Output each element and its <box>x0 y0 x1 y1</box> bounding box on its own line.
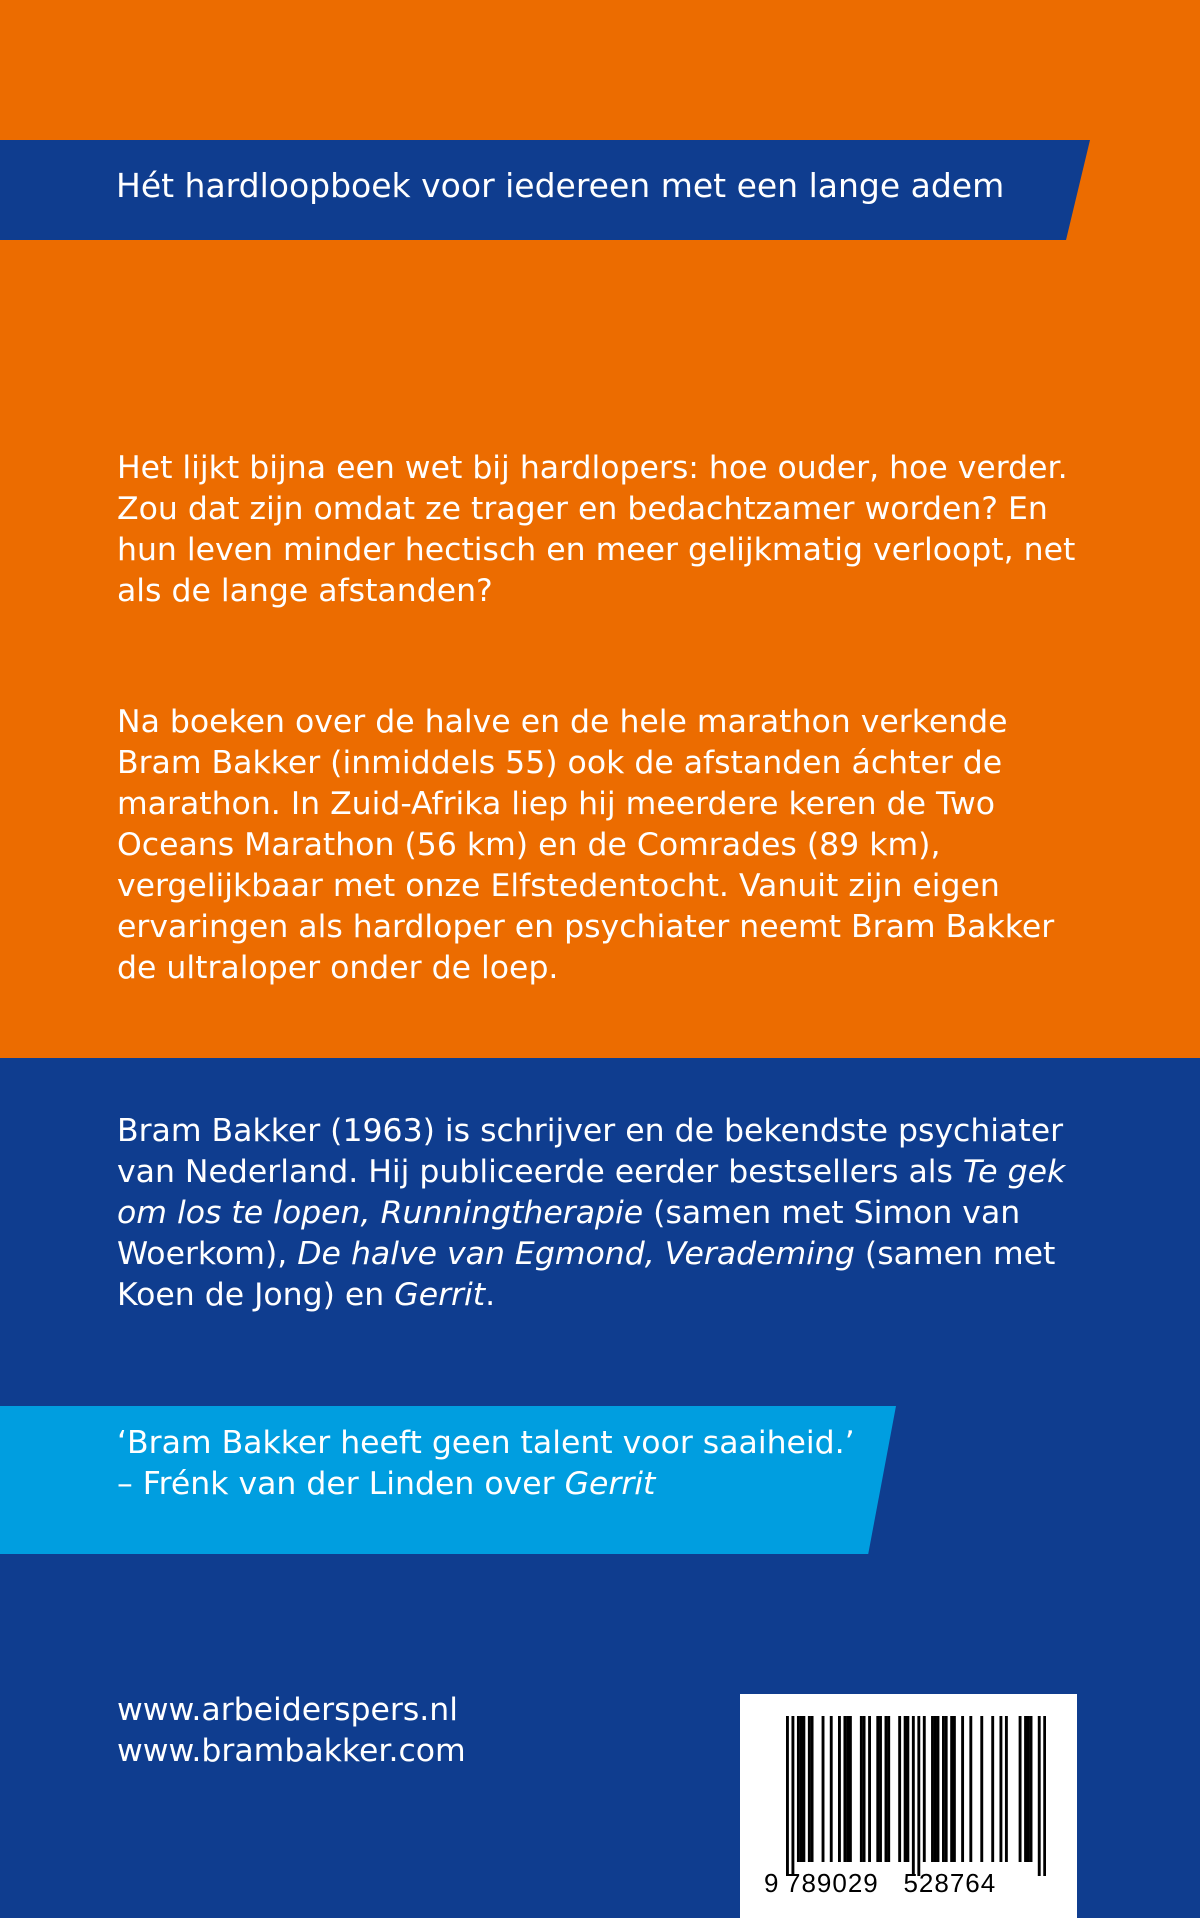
barcode-bar <box>950 1716 953 1862</box>
barcode-bar <box>846 1716 849 1862</box>
bio-title-gerrit: Gerrit <box>394 1277 486 1313</box>
barcode-bar <box>838 1716 841 1862</box>
author-bio <box>117 1111 1087 1316</box>
barcode-bar <box>1019 1716 1022 1862</box>
barcode-bar <box>898 1716 901 1862</box>
bio-title-verademing: Verademing <box>664 1236 855 1272</box>
blurb-block-2 <box>117 702 1087 989</box>
bio-coauthor-1: (samen met Simon van Woerkom), <box>117 1195 1021 1272</box>
website-list <box>117 1690 617 1772</box>
barcode-bar <box>822 1716 825 1862</box>
attribution-title: Gerrit <box>564 1466 656 1502</box>
barcode-bar <box>931 1716 934 1862</box>
barcode-bar <box>811 1716 814 1862</box>
barcode-bar <box>885 1716 888 1862</box>
barcode-bar <box>904 1716 907 1862</box>
blurb-paragraph-1: Het lijkt bijna een wet bij hardlopers: hoe ouder, hoe verder. Zou dat zijn omdat ze trager en bedachtzamer worden? En hun leven minder hectisch en meer gelijkmatig verloopt, net als de lange afstanden? <box>117 450 1076 609</box>
bio-separator: , <box>360 1195 381 1231</box>
barcode-bar <box>1005 1716 1008 1862</box>
website-author-link[interactable]: www.brambakker.com <box>117 1733 466 1769</box>
barcode-bar <box>1027 1716 1030 1862</box>
barcode-bar <box>843 1716 846 1862</box>
isbn-group-2: 528764 <box>903 1868 997 1898</box>
barcode-bar <box>934 1716 937 1862</box>
barcode-bar <box>887 1716 890 1862</box>
barcode-bar <box>906 1716 909 1862</box>
barcode-bar <box>808 1716 811 1862</box>
bio-title-te-gek: Te gek om los te lopen <box>117 1154 1066 1231</box>
barcode-bar <box>942 1716 945 1862</box>
barcode-bar <box>953 1716 956 1862</box>
barcode-bar <box>937 1716 940 1862</box>
bio-intro: Bram Bakker (1963) is schrijver en de bekendste psychiater van Nederland. Hij publiceerde eerder bestsellers als <box>117 1113 1064 1190</box>
barcode-bar <box>830 1716 833 1862</box>
barcode-bar <box>980 1716 983 1862</box>
barcode-bar <box>797 1716 800 1862</box>
barcode-bar <box>923 1716 926 1862</box>
bio-title-runningtherapie: Runningtherapie <box>380 1195 644 1231</box>
barcode-bar <box>849 1716 852 1862</box>
barcode-bars <box>786 1716 1046 1876</box>
barcode-bar <box>991 1716 994 1862</box>
author-bio-paragraph <box>117 1111 1087 1316</box>
barcode-bar <box>945 1716 948 1862</box>
bio-separator: , <box>644 1236 665 1272</box>
bio-coauthor-2: (samen met Koen de Jong) en <box>117 1236 1056 1313</box>
barcode-bar <box>961 1716 964 1862</box>
barcode-bar <box>999 1716 1002 1862</box>
barcode-bar <box>917 1716 920 1876</box>
isbn-lead-digit: 9 <box>764 1868 780 1898</box>
barcode-bar <box>800 1716 803 1862</box>
isbn-barcode <box>740 1694 1077 1918</box>
tagline: Hét hardloopboek voor iedereen met een lange adem <box>116 166 1005 205</box>
quote-line: ‘Bram Bakker heeft geen talent voor saaiheid.’ <box>117 1425 855 1461</box>
barcode-bar <box>786 1716 789 1876</box>
barcode-bar <box>876 1716 879 1862</box>
website-publisher-link[interactable]: www.arbeiderspers.nl <box>117 1692 458 1728</box>
barcode-bar <box>912 1716 915 1876</box>
quote-attribution <box>117 1464 877 1505</box>
barcode-bar <box>1038 1716 1041 1876</box>
barcode-bar <box>1024 1716 1027 1862</box>
blurb-paragraph-2: Na boeken over de halve en de hele marathon verkende Bram Bakker (inmiddels 55) ook de afstanden áchter de marathon. In Zuid-Afrika liep hij meerdere keren de Two Oceans Marathon (56 km) en de Comrades (89 km), vergelijkbaar met onze Elfstedentocht. Vanuit zijn eigen ervaringen als hardloper en psychiater neemt Bram Bakker de ultraloper onder de loep. <box>117 704 1055 986</box>
review-quote <box>117 1423 877 1505</box>
barcode-bar <box>802 1716 805 1862</box>
blurb-block-1 <box>117 448 1087 612</box>
barcode-bar <box>860 1716 863 1862</box>
barcode-bar <box>879 1716 882 1862</box>
isbn-group-1: 789029 <box>786 1868 879 1898</box>
barcode-bar <box>868 1716 871 1862</box>
isbn-number <box>764 1868 1064 1899</box>
barcode-bar <box>969 1716 972 1862</box>
attribution-prefix: – Frénk van der Linden over <box>117 1466 565 1502</box>
bio-title-halve-van-egmond: De halve van Egmond <box>297 1236 645 1272</box>
barcode-bar <box>1043 1716 1046 1876</box>
bio-end: . <box>485 1277 496 1313</box>
barcode-bar <box>863 1716 866 1862</box>
barcode-bar <box>791 1716 794 1876</box>
barcode-bar <box>1030 1716 1033 1862</box>
